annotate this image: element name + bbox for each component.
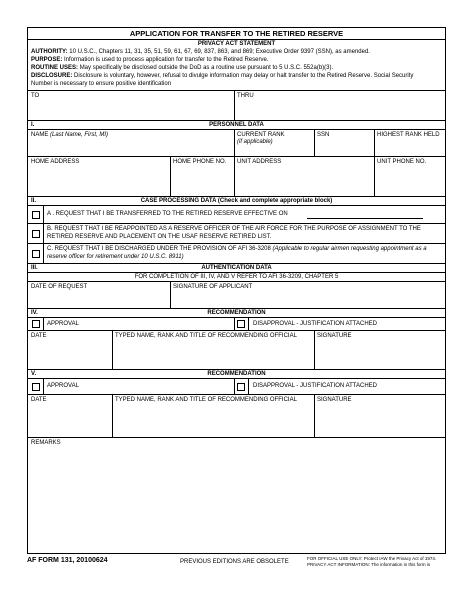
section-5-typed-name-label: TYPED NAME, RANK AND TITLE OF RECOMMENDING OFFICIAL xyxy=(115,397,297,403)
section-1-heading: PERSONNEL DATA xyxy=(209,122,264,128)
name-field-label: NAME (Last Name, First, MI) xyxy=(31,132,109,138)
option-b-text-2: RETIRED RESERVE AND PLACEMENT ON THE USAF RESERVE RETIRED LIST. xyxy=(47,234,272,240)
to-thru-row xyxy=(28,90,445,120)
option-b-text-1: B. REQUEST THAT I BE REAPPOINTED AS A RESERVE OFFICER OF THE AIR FORCE FOR THE PURPOSE OF ASSIGNMENT TO THE xyxy=(47,226,421,232)
remarks-label: REMARKS xyxy=(31,440,61,446)
section-3-header xyxy=(28,263,445,272)
disclosure-line xyxy=(31,73,413,80)
applicant-signature-label: SIGNATURE OF APPLICANT xyxy=(173,284,253,290)
section-5-signature-label: SIGNATURE xyxy=(317,397,352,403)
section-4-signature-label: SIGNATURE xyxy=(317,333,352,339)
current-rank-hint: (if applicable) xyxy=(237,139,273,145)
section-5-signature-row xyxy=(28,394,445,437)
section-5-disapproval-checkbox[interactable] xyxy=(237,383,245,391)
fouo-line-2: PRIVACY ACT INFORMATION: The information in this form is xyxy=(307,562,431,567)
option-a-checkbox[interactable] xyxy=(32,211,40,219)
routine-label: ROUTINE USES: xyxy=(31,65,79,71)
section-4-number: IV. xyxy=(31,310,38,316)
privacy-heading: PRIVACY ACT STATEMENT xyxy=(197,41,276,47)
thru-label: THRU xyxy=(237,93,254,99)
authority-label: AUTHORITY: xyxy=(31,49,68,55)
date-of-request-label: DATE OF REQUEST xyxy=(31,284,88,290)
section-2-header xyxy=(28,196,445,205)
privacy-act-section xyxy=(28,39,445,91)
section-5-date-label: DATE xyxy=(31,397,47,403)
section-4-approval-label: APPROVAL xyxy=(47,321,79,327)
home-address-label: HOME ADDRESS xyxy=(31,159,80,165)
form-title: APPLICATION FOR TRANSFER TO THE RETIRED RESERVE xyxy=(129,29,344,38)
disclosure-text-2: Number is necessary to ensure positive identification xyxy=(31,81,172,87)
authentication-row xyxy=(28,281,445,308)
section-4-signature-row xyxy=(28,330,445,369)
section-5-heading: RECOMMENDATION xyxy=(207,371,266,377)
option-c-text-1: C. REQUEST THAT I BE DISCHARGED UNDER THE PROVISION OF AFI 36-3208 (Applicable to regular airmen requesting appointment as a xyxy=(47,246,427,252)
option-b-row xyxy=(28,223,445,243)
address-row xyxy=(28,156,445,196)
routine-text: May specifically be disclosed outside the DoD as a routine use pursuant to 5 U.S.C. 552a(b)(3). xyxy=(79,65,334,71)
name-row xyxy=(28,129,445,156)
section-5-disapproval-label: DISAPPROVAL - JUSTIFICATION ATTACHED xyxy=(253,383,378,389)
section-4-disapproval-label: DISAPPROVAL - JUSTIFICATION ATTACHED xyxy=(253,321,378,327)
unit-address-label: UNIT ADDRESS xyxy=(237,159,282,165)
section-2-number: II. xyxy=(31,198,37,204)
effective-date-blank[interactable] xyxy=(307,218,423,219)
option-c-row xyxy=(28,243,445,263)
current-rank-label: CURRENT RANK xyxy=(237,132,285,138)
section-2-heading: CASE PROCESSING DATA (Check and complete appropriate block) xyxy=(140,198,333,204)
section-3-note: FOR COMPLETION OF III, IV, AND V REFER TO AFI 36-3209, CHAPTER 5 xyxy=(134,274,339,280)
to-label: TO xyxy=(31,93,40,99)
form-frame xyxy=(27,27,446,554)
purpose-label: PURPOSE: xyxy=(31,57,63,63)
authority-line xyxy=(31,49,370,56)
section-5-decision-row xyxy=(28,378,445,394)
section-5-approval-label: APPROVAL xyxy=(47,383,79,389)
purpose-text: Information is used to process application for transfer to the Retired Reserve. xyxy=(64,57,269,63)
editions-note: PREVIOUS EDITIONS ARE OBSOLETE xyxy=(180,559,289,565)
section-3-number: III. xyxy=(31,265,38,271)
option-a-row xyxy=(28,205,445,223)
section-4-date-label: DATE xyxy=(31,333,47,339)
highest-rank-label: HIGHEST RANK HELD xyxy=(377,132,440,138)
section-5-number: V. xyxy=(31,371,37,377)
section-4-typed-name-label: TYPED NAME, RANK AND TITLE OF RECOMMENDING OFFICIAL xyxy=(115,333,297,339)
section-1-number: I. xyxy=(31,122,35,128)
section-4-disapproval-checkbox[interactable] xyxy=(237,320,245,328)
option-b-checkbox[interactable] xyxy=(32,230,40,238)
section-5-header xyxy=(28,369,445,378)
purpose-line xyxy=(31,57,268,64)
section-4-approval-checkbox[interactable] xyxy=(32,320,40,328)
option-c-checkbox[interactable] xyxy=(32,250,40,258)
form-id: AF FORM 131, 20100624 xyxy=(27,557,108,564)
option-a-text: A . REQUEST THAT I BE TRANSFERRED TO THE RETIRED RESERVE EFFECTIVE ON xyxy=(47,211,288,217)
section-4-header xyxy=(28,308,445,317)
option-c-text-2: reserve officer for retirement under 10 U.S.C. 8911) xyxy=(47,254,184,260)
section-3-note-row xyxy=(28,272,445,281)
home-phone-label: HOME PHONE NO. xyxy=(173,159,227,165)
routine-uses-line xyxy=(31,65,333,72)
fouo-line-1: FOR OFFICIAL USE ONLY: Protect IAW the Privacy Act of 1974. xyxy=(307,556,437,561)
unit-phone-label: UNIT PHONE NO. xyxy=(377,159,427,165)
section-4-decision-row xyxy=(28,317,445,330)
section-5-approval-checkbox[interactable] xyxy=(32,383,40,391)
disclosure-label: DISCLOSURE: xyxy=(31,73,73,79)
section-4-heading: RECOMMENDATION xyxy=(207,310,266,316)
remarks-box[interactable] xyxy=(28,437,445,553)
section-1-header xyxy=(28,120,445,129)
ssn-label: SSN xyxy=(317,132,330,138)
disclosure-text-1: Disclosure is voluntary, however, refusal to divulge information may delay or halt transfer to the Retired Reserve. Social Security xyxy=(74,73,414,79)
authority-text: 10 U.S.C., Chapters 11, 31, 35, 51, 59, 61, 67, 69, 837, 863, and 869; Executive Order 9397 (SSN), as amended. xyxy=(69,49,370,55)
section-3-heading: AUTHENTICATION DATA xyxy=(201,265,272,271)
